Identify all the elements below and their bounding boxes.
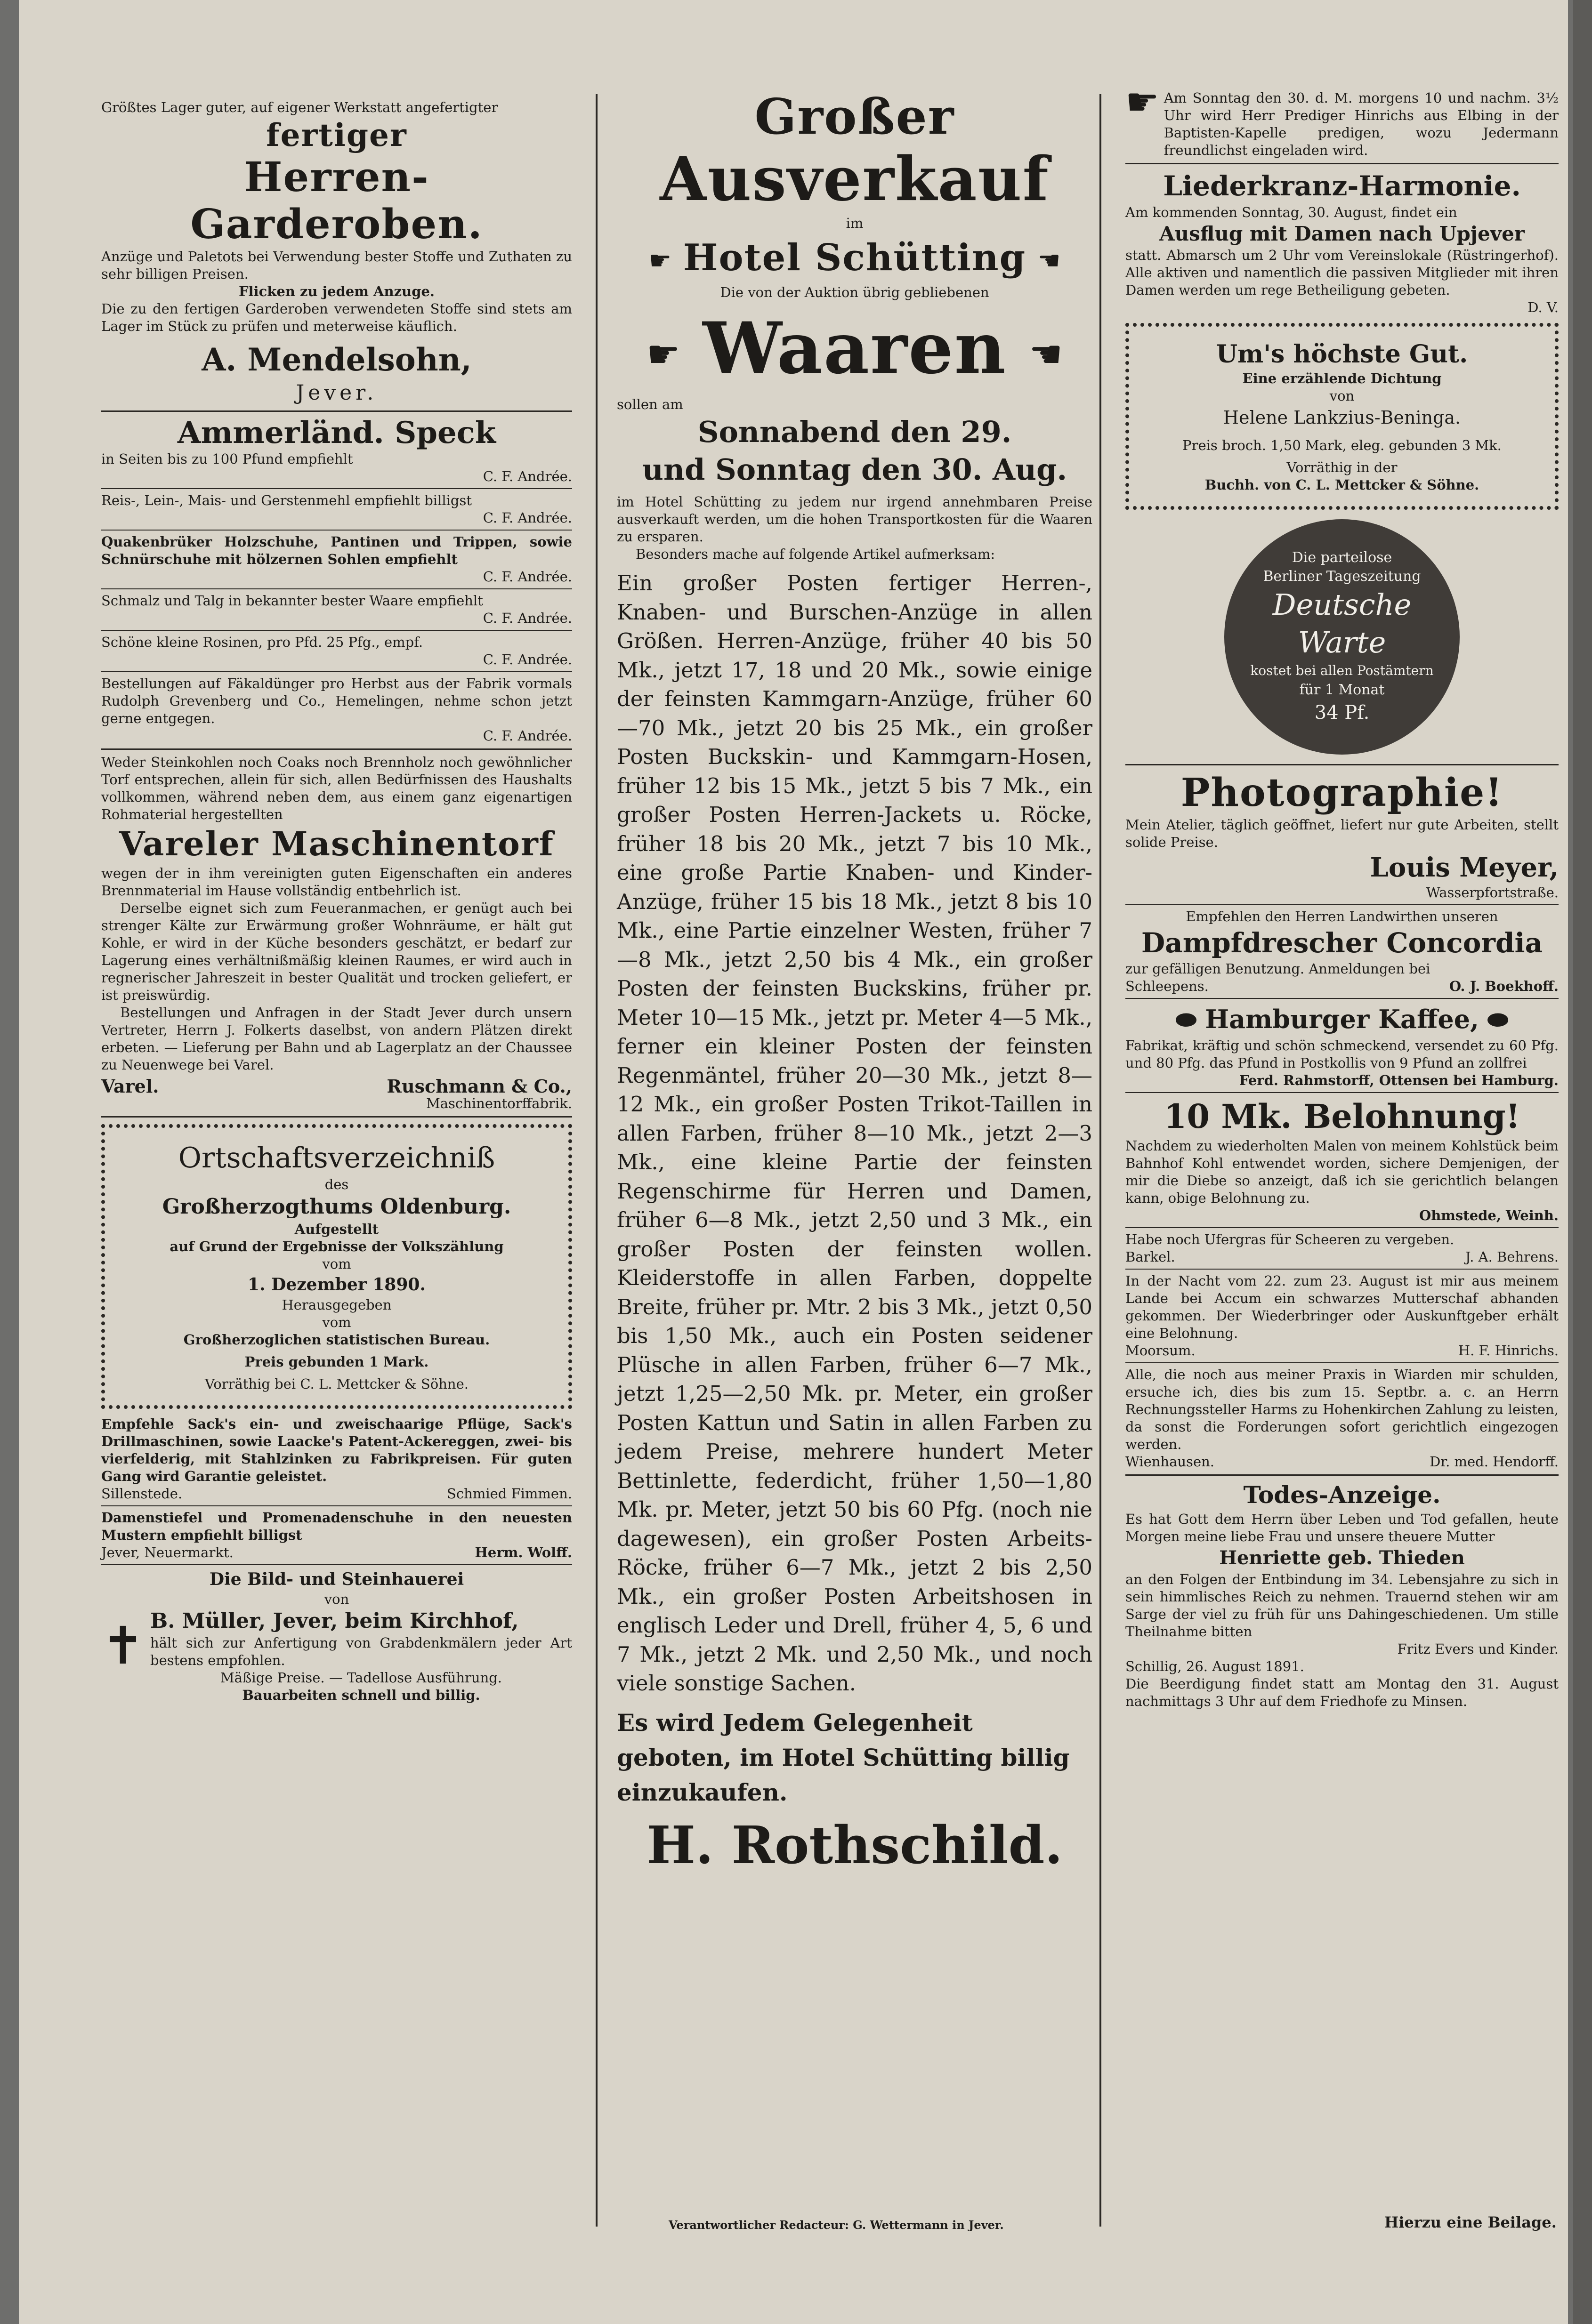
ohmstede-signature: Ohmstede, Weinh.: [1419, 1207, 1559, 1223]
ortschaft-vom: vom: [322, 1256, 351, 1272]
fertiger-heading: fertiger: [266, 117, 407, 153]
ortschaft-date: 1. Dezember 1890.: [248, 1275, 426, 1295]
coffee-bean-icon: ⬬: [1175, 1005, 1197, 1034]
torf-heading: Vareler Maschinentorf: [119, 824, 554, 863]
ortschaft-box: [101, 1124, 572, 1409]
gut-sub: Eine erzählende Dichtung: [1242, 370, 1442, 386]
dampf-heading: Dampfdrescher Concordia: [1141, 927, 1543, 959]
pointing-hand-icon: ☛: [646, 332, 680, 377]
artikel-intro: Besonders mache auf folgende Artikel aufmerksam:: [636, 546, 995, 562]
praxis-ad: Alle, die noch aus meiner Praxis in Wiarden mir schulden, ersuche ich, dies bis zum 15. Septbr. a. c. an Herrn Rechnungssteller Harms zu Hohenkirchen Zahlung zu leisten, da sonst die Forderungen sofort gerichtlich eingezogen werden.: [1125, 1367, 1559, 1452]
ortschaft-des: des: [324, 1176, 349, 1192]
sack-ad: Empfehle Sack's ein- und zweischaarige Pflüge, Sack's Drillmaschinen, sowie Laacke's Patent-Ackereggen, zwei- bis vierfelderig, mit Stahlzinken zu Fabrikpreisen. Für guten Gang wird Garantie geleistet.: [101, 1416, 572, 1484]
dampf-intro: Empfehlen den Herren Landwirthen unseren: [1186, 909, 1498, 925]
todes-burial: Die Beerdigung findet statt am Montag den 31. August nachmittags 3 Uhr auf dem Friedhofe zu Minsen.: [1125, 1676, 1559, 1709]
hendorff-signature: Dr. med. Hendorff.: [1430, 1454, 1559, 1470]
column-right: [1125, 80, 1559, 1710]
torf-body-2: Derselbe eignet sich zum Feueranmachen, er genügt auch bei strenger Kälte zur Erwärmung großer Wohnräume, er hält gut Kohle, er wird in der Küche besonders geschätzt, er bedarf zur Lagerung eines verhältnißmäßig kleinen Raumes, er wird auch in regnerischer Jahreszeit in bester Qualität und trocken geliefert, er ist preiswürdig.: [101, 900, 572, 1003]
schmalz-ad: Schmalz und Talg in bekannter bester Waare empfiehlt: [101, 593, 483, 609]
divider: [101, 1564, 572, 1565]
speck-body: in Seiten bis zu 100 Pfund empfiehlt: [101, 451, 353, 467]
kaffee-heading: Hamburger Kaffee,: [1205, 1004, 1479, 1034]
divider: [101, 748, 572, 750]
wasser-location: Wasserpfortstraße.: [1426, 885, 1559, 901]
belohnung-heading: 10 Mk. Belohnung!: [1164, 1097, 1520, 1136]
liederkranz-heading: Liederkranz-Harmonie.: [1163, 170, 1521, 202]
kaffee-signature: Ferd. Rahmstorff, Ottensen bei Hamburg.: [1239, 1072, 1559, 1088]
divider: [101, 1116, 572, 1118]
deutsche-warte-ad: [1224, 519, 1460, 755]
divider: [1125, 1269, 1559, 1270]
photographie-heading: Photographie!: [1180, 770, 1503, 815]
dw-price: 34 Pf.: [1314, 702, 1370, 724]
todes-date: Schillig, 26. August 1891.: [1125, 1658, 1304, 1674]
hotel-heading: Hotel Schütting: [683, 236, 1026, 279]
page-edge: [1573, 0, 1592, 2324]
andree-signature: C. F. Andrée.: [483, 569, 572, 585]
column-middle: [617, 89, 1092, 1881]
gut-vorrath: Vorräthig in der: [1286, 459, 1398, 475]
kaffee-body: Fabrikat, kräftig und schön schmeckend, versendet zu 60 Pfg. und 80 Pfg. das Pfund in Postkollis von 9 Pfund an zollfrei: [1125, 1037, 1559, 1071]
nacht-ad: In der Nacht vom 22. zum 23. August ist mir aus meinem Lande bei Accum ein schwarzes Mutterschaf abhanden gekommen. Der Wiederbringer oder Auskunftgeber erhält eine Belohnung.: [1125, 1273, 1559, 1341]
wolff-signature: Herm. Wolff.: [475, 1544, 572, 1560]
mueller-name: B. Müller, Jever, beim Kirchhof,: [150, 1609, 519, 1633]
andree-signature: C. F. Andrée.: [483, 510, 572, 526]
pointing-hand-icon: ☛: [1125, 80, 1159, 124]
ortschaft-bureau: Großherzoglichen statistischen Bureau.: [183, 1332, 490, 1348]
garderoben-heading: Herren-Garderoben.: [190, 153, 483, 248]
todes-heading: Todes-Anzeige.: [1243, 1481, 1441, 1509]
photo-body: Mein Atelier, täglich geöffnet, liefert nur gute Arbeiten, stellt solide Preise.: [1125, 817, 1559, 850]
varel-place: Varel.: [101, 1076, 159, 1097]
im-label: im: [846, 215, 864, 231]
fabrik-label: Maschinentorffabrik.: [426, 1095, 572, 1111]
andree-signature: C. F. Andrée.: [483, 610, 572, 626]
andree-signature: C. F. Andrée.: [483, 728, 572, 744]
hotel-body: im Hotel Schütting zu jedem nur irgend annehmbaren Preise ausverkauft werden, um die hohen Transportkosten für die Waaren zu ersparen.: [617, 494, 1092, 545]
speck-heading: Ammerländ. Speck: [177, 415, 496, 450]
gut-title: Um's höchste Gut.: [1216, 340, 1468, 369]
dw-monat: für 1 Monat: [1299, 682, 1385, 698]
bild-title: Die Bild- und Steinhauerei: [209, 1569, 464, 1589]
ortschaft-vorrath: Vorräthig bei C. L. Mettcker & Söhne.: [205, 1376, 469, 1392]
ortschaft-preis: Preis gebunden 1 Mark.: [244, 1354, 429, 1370]
divider: [101, 1505, 572, 1506]
mueller-bau: Bauarbeiten schnell und billig.: [242, 1687, 480, 1703]
redakteur-line: Verantwortlicher Redacteur: G. Wettermann in Jever.: [669, 2218, 1004, 2232]
pointing-hand-icon: ☚: [1029, 332, 1063, 377]
faekal-ad: Bestellungen auf Fäkaldünger pro Herbst aus der Fabrik vormals Rudolph Grevenberg und Co., Hemelingen, nehme schon jetzt gerne entgegen.: [101, 675, 572, 726]
ortschaft-gh: Großherzogthums Oldenburg.: [162, 1195, 511, 1219]
ruschmann-name: Ruschmann & Co.,: [387, 1076, 572, 1097]
pointing-hand-icon: ☛: [648, 245, 672, 275]
dw-name: Deutsche Warte: [1272, 587, 1412, 659]
meyer-name: Louis Meyer,: [1370, 852, 1559, 883]
grosser-heading: Großer: [754, 88, 955, 145]
mueller-preise: Mäßige Preise. — Tadellose Ausführung.: [220, 1670, 502, 1686]
sonnabend-heading: Sonnabend den 29.: [697, 415, 1012, 449]
ortschaft-grund: auf Grund der Ergebnisse der Volkszählung: [170, 1238, 504, 1254]
buch-box: [1125, 323, 1559, 510]
sonntag-heading: und Sonntag den 30. Aug.: [642, 452, 1067, 487]
stiefel-ad: Damenstiefel und Promenadenschuhe in den neuesten Mustern empfiehlt billigst: [101, 1510, 572, 1543]
column-rule-1: [596, 94, 598, 2227]
coffee-bean-icon: ⬬: [1487, 1005, 1509, 1034]
divider: [1125, 998, 1559, 999]
ortschaft-her: Herausgegeben: [282, 1297, 392, 1313]
liederkranz-body-2: statt. Abmarsch um 2 Uhr vom Vereinslokale (Rüstringerhof). Alle aktiven und namentlich die passiven Mitglieder mit ihren Damen werden um rege Betheiligung gebeten.: [1125, 247, 1559, 298]
divider: [101, 410, 572, 412]
divider: [101, 530, 572, 531]
fimmen-signature: Schmied Fimmen.: [447, 1486, 572, 1502]
dw-top: Die parteilose Berliner Tageszeitung: [1263, 549, 1421, 585]
schleepens-place: Schleepens.: [1125, 978, 1209, 994]
column-left: [101, 89, 572, 1704]
jever-neuermarkt: Jever, Neuermarkt.: [101, 1544, 234, 1560]
torf-body-3: Bestellungen und Anfragen in der Stadt Jever durch unsern Vertreter, Herrn J. Folkerts daselbst, von andern Plätzen direkt erbeten. — Lieferung per Bahn und ab Lagerplatz an der Chaussee zu Neuenwege bei Varel.: [101, 1005, 572, 1073]
divider: [1125, 1362, 1559, 1363]
beilage-line: Hierzu eine Beilage.: [1384, 2213, 1557, 2231]
holzschuhe-ad: Quakenbrüker Holzschuhe, Pantinen und Trippen, sowie Schnürschuhe mit hölzernen Sohlen empfiehlt: [101, 534, 572, 567]
torf-intro: Weder Steinkohlen noch Coaks noch Brennholz noch gewöhnlicher Torf entsprechen, allein für sich, allen Bedürfnissen des Haushalts vollkommen, während neben dem, aus einem ganz eigenartigen Rohmaterial hergestellten: [101, 754, 572, 822]
ortschaft-title: Ortschaftsverzeichniß: [178, 1142, 495, 1174]
divider: [101, 488, 572, 489]
mueller-body: hält sich zur Anfertigung von Grabdenkmälern jeder Art bestens empfohlen.: [150, 1635, 572, 1668]
sollen-line: sollen am: [617, 396, 683, 412]
garderobe-body: Anzüge und Paletots bei Verwendung bester Stoffe und Zuthaten zu sehr billigen Preisen.: [101, 249, 572, 282]
andree-signature: C. F. Andrée.: [483, 468, 572, 484]
belohnung-body: Nachdem zu wiederholten Malen von meinem Kohlstück beim Bahnhof Kohl entwendet worden, sichere Demjenigen, der mir die Diebe so anzeigt, daß ich sie gerichtlich belangen kann, obige Belohnung zu.: [1125, 1138, 1559, 1206]
divider: [101, 630, 572, 631]
ufergras-ad: Habe noch Ufergras für Scheeren zu vergeben.: [1125, 1231, 1455, 1247]
rothschild-name: H. Rothschild.: [646, 1814, 1063, 1875]
grave-cross-icon: ✝: [101, 1616, 145, 1676]
torf-body-1: wegen der in ihm vereinigten guten Eigenschaften ein anderes Brennmaterial im Hause vollständig entbehrlich ist.: [101, 865, 572, 899]
sonntag-predigt: Am Sonntag den 30. d. M. morgens 10 und nachm. 3½ Uhr wird Herr Prediger Hinrichs aus Elbing in der Baptisten-Kapelle predigen, wozu Jedermann freundlichst eingeladen wird.: [1164, 90, 1559, 158]
garderobe-body-2: Die zu den fertigen Garderoben verwendeten Stoffe sind stets am Lager im Stück zu prüfen und meterweise käuflich.: [101, 301, 572, 334]
moorsum-place: Moorsum.: [1125, 1343, 1196, 1359]
mendelsohn-name: A. Mendelsohn,: [202, 341, 472, 378]
divider: [1125, 764, 1559, 765]
todes-name: Henriette geb. Thieden: [1219, 1547, 1465, 1569]
liederkranz-body: Am kommenden Sonntag, 30. August, findet ein: [1125, 204, 1457, 220]
sillenstede-place: Sillenstede.: [101, 1486, 183, 1502]
divider: [101, 671, 572, 672]
flicken-line: Flicken zu jedem Anzuge.: [238, 283, 435, 299]
ausverkauf-heading: Ausverkauf: [660, 144, 1050, 215]
dw-kostet: kostet bei allen Postämtern: [1250, 663, 1434, 678]
waaren-heading: Waaren: [703, 307, 1007, 390]
jever-location: Jever.: [296, 381, 378, 405]
todes-body-2: an den Folgen der Entbindung im 34. Lebensjahre zu sich in sein himmlisches Reich zu nehmen. Trauernd stehen wir am Sarge der viel zu früh für uns Dahingeschiedenen. Um stille Theilnahme bitten: [1125, 1571, 1559, 1640]
divider: [101, 588, 572, 589]
reis-ad: Reis-, Lein-, Mais- und Gerstenmehl empfiehlt billigst: [101, 492, 472, 508]
divider: [1125, 1227, 1559, 1228]
wienhausen-place: Wienhausen.: [1125, 1454, 1214, 1470]
gelegenheit-line: Es wird Jedem Gelegenheit geboten, im Hotel Schütting billig einzukaufen.: [617, 1708, 1070, 1806]
divider: [1125, 1092, 1559, 1093]
barkel-place: Barkel.: [1125, 1249, 1175, 1265]
gut-author: Helene Lankzius-Beninga.: [1223, 407, 1461, 428]
divider: [1125, 904, 1559, 905]
gut-preis: Preis broch. 1,50 Mark, eleg. gebunden 3 Mk.: [1182, 437, 1502, 453]
todes-body: Es hat Gott dem Herrn über Leben und Tod gefallen, heute Morgen meine liebe Frau und unsere theuere Mutter: [1125, 1511, 1559, 1544]
bild-von: von: [324, 1591, 349, 1607]
hinrichs-signature: H. F. Hinrichs.: [1458, 1343, 1559, 1359]
gut-buchhandlung: Buchh. von C. L. Mettcker & Söhne.: [1204, 477, 1479, 493]
pointing-hand-icon: ☚: [1037, 245, 1061, 275]
auktion-line: Die von der Auktion übrig gebliebenen: [720, 284, 989, 300]
rosinen-ad: Schöne kleine Rosinen, pro Pfd. 25 Pfg., empf.: [101, 634, 423, 650]
behrens-signature: J. A. Behrens.: [1465, 1249, 1559, 1265]
boekhoff-signature: O. J. Boekhoff.: [1449, 978, 1559, 994]
divider: [1125, 163, 1559, 164]
gut-von: von: [1329, 388, 1355, 404]
column-rule-2: [1099, 94, 1101, 2227]
divider: [1125, 1474, 1559, 1476]
garderobe-intro: Größtes Lager guter, auf eigener Werkstatt angefertigter: [101, 99, 498, 115]
ausflug-heading: Ausflug mit Damen nach Upjever: [1159, 222, 1525, 245]
liederkranz-sig: D. V.: [1527, 299, 1559, 315]
ortschaft-auf: Aufgestellt: [294, 1221, 379, 1237]
sale-items: Ein großer Posten fertiger Herren-, Knaben- und Burschen-Anzüge in allen Größen. Herren-Anzüge, früher 40 bis 50 Mk., jetzt 17, 18 und 20 Mk., sowie einige der feinsten Kammgarn-Anzüge, früher 60—70 Mk., jetzt 20 bis 25 Mk., ein großer Posten Buckskin- und Kammgarn-Hosen, früher 12 bis 15 Mk., jetzt 5 bis 7 Mk., ein großer Posten Herren-Jackets u. Röcke, früher 18 bis 20 Mk., jetzt 7 bis 10 Mk., eine große Partie Knaben- und Kinder-Anzüge, früher 15 bis 18 Mk., jetzt 8 bis 10 Mk., eine Partie einzelner Westen, früher 7—8 Mk., jetzt 2,50 bis 4 Mk., ein großer Posten der feinsten Buckskins, früher pr. Meter 10—15 Mk., jetzt pr. Meter 4—5 Mk., ferner ein kleiner Posten der feinsten Regenmäntel, früher 20—30 Mk., jetzt 8—12 Mk., ein großer Posten Trikot-Taillen in allen Farben, früher 8—10 Mk., jetzt 2—3 Mk., eine kleine Partie der feinsten Regenschirme für Herren und Damen, früher 6—8 Mk., jetzt 2,50 und 3 Mk., ein großer Posten der feinsten wollen. Kleiderstoffe in allen Farben, doppelte Breite, früher pr. Mtr. 2 bis 3 Mk., jetzt 0,50 bis 1,50 Mk., auch ein Posten seidener Plüsche in allen Farben, früher 6—7 Mk., jetzt 1,25—2,50 Mk. pr. Meter, ein großer Posten Kattun und Satin in allen Farben zu jedem Preise, mehrere hundert Meter Bettinlette, federdicht, früher 1,50—1,80 Mk. pr. Meter, jetzt 50 bis 60 Pfg. (noch nie dagewesen), ein großer Posten Arbeits-Röcke, früher 6—7 Mk., jetzt 2 bis 2,50 Mk., ein großer Posten Arbeitshosen in englisch Leder und Drell, früher 4, 5, 6 und 7 Mk., jetzt 2 Mk. und 2,50 Mk., und noch viele sonstige Sachen.: [617, 571, 1092, 1696]
todes-signature: Fritz Evers und Kinder.: [1397, 1641, 1559, 1657]
andree-signature: C. F. Andrée.: [483, 651, 572, 667]
ortschaft-vom2: vom: [322, 1314, 351, 1330]
dampf-body: zur gefälligen Benutzung. Anmeldungen bei: [1125, 961, 1430, 977]
